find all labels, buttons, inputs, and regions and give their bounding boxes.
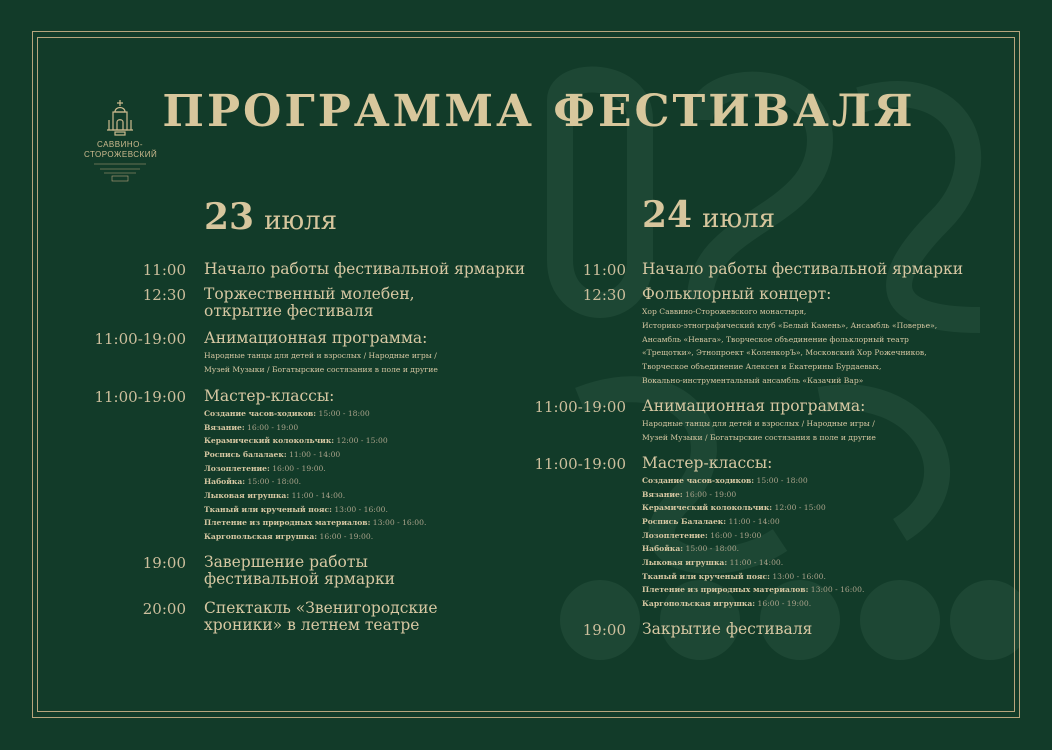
workshop-name: Роспись балалаек:: [204, 449, 287, 459]
workshop-name: Роспись Балалаек:: [642, 516, 727, 526]
workshop-name: Лыковая игрушка:: [204, 490, 290, 500]
page-title: ПРОГРАММА ФЕСТИВАЛЯ: [162, 86, 916, 137]
workshop-item: [642, 529, 761, 543]
event-time: 19:00: [582, 621, 626, 639]
workshop-name: Лыковая игрушка:: [642, 557, 728, 567]
day1-month: июля: [264, 206, 337, 236]
workshop-name: Набойка:: [204, 477, 246, 487]
workshop-time: 11:00 - 14:00: [728, 516, 780, 526]
event-title: Мастер-классы:: [642, 454, 773, 472]
workshop-item: [204, 421, 298, 435]
workshop-name: Керамический колокольчик:: [642, 503, 773, 513]
workshop-time: 15:00 - 18:00.: [685, 544, 740, 554]
event-title: открытие фестиваля: [204, 302, 374, 320]
workshop-item: [642, 583, 864, 597]
logo-line1: САВВИНО-: [96, 140, 144, 149]
event-details: Творческое объединение Алексея и Екатерины Бурдаевых,: [642, 362, 882, 372]
workshop-name: Тканый или крученый пояс:: [642, 571, 770, 581]
workshop-item: [204, 475, 301, 489]
event-details: Вокально-инструментальный ансамбль «Казачий Вар»: [642, 376, 864, 385]
event-title: Мастер-классы:: [204, 387, 335, 405]
workshop-name: Лозоплетение:: [642, 530, 708, 540]
event-title: Начало работы фестивальной ярмарки: [642, 260, 964, 278]
workshop-name: Набойка:: [642, 544, 684, 554]
workshop-time: 16:00 - 19:00: [710, 530, 762, 540]
event-title: хроники» в летнем театре: [204, 616, 420, 634]
logo-emblem-icon: [90, 160, 150, 182]
workshop-item: [204, 530, 373, 544]
workshop-item: [204, 489, 345, 503]
workshop-item: [642, 542, 739, 556]
workshop-item: [642, 488, 736, 502]
workshop-name: Создание часов-ходиков:: [204, 409, 317, 418]
event-time: 11:00: [142, 261, 186, 279]
workshop-name: Керамический колокольчик:: [204, 436, 335, 446]
workshop-time: 15:00 - 18:00: [756, 476, 808, 485]
event-details: Народные танцы для детей и взрослых / Народные игры /: [204, 351, 437, 360]
event-title: Закрытие фестиваля: [642, 620, 813, 638]
workshop-item: [642, 556, 783, 570]
event-details: Музей Музыки / Богатырские состязания в поле и другие: [642, 432, 876, 442]
event-title: Анимационная программа:: [204, 329, 428, 347]
event-title: Спектакль «Звенигородские: [204, 599, 438, 617]
workshop-time: 11:00 - 14:00: [289, 449, 341, 459]
event-title: Фольклорный концерт:: [642, 285, 832, 303]
workshop-time: 16:00 - 19:00.: [757, 598, 812, 608]
event-details: «Трещотки», Этнопроект «КоленкорЪ», Московский Хор Рожечников,: [642, 348, 927, 358]
workshop-time: 13:00 - 16:00.: [772, 571, 826, 581]
workshop-item: [642, 597, 811, 611]
event-time: 12:30: [142, 286, 186, 304]
workshop-time: 11:00 - 14:00.: [291, 490, 346, 500]
event-title: Анимационная программа:: [642, 397, 866, 415]
workshop-item: [204, 462, 326, 476]
workshop-time: 11:00 - 14:00.: [729, 557, 784, 567]
day1-heading: [204, 196, 337, 238]
event-time: 11:00: [582, 261, 626, 279]
event-details: Хор Саввино-Сторожевского монастыря,: [642, 307, 807, 316]
workshop-time: 15:00 - 18:00: [318, 409, 370, 418]
workshop-time: 15:00 - 18:00.: [247, 477, 302, 487]
event-details: Ансамбль «Невага», Творческое объединение фольклорный театр: [642, 334, 909, 344]
workshop-name: Вязание:: [204, 422, 245, 432]
event-details: Народные танцы для детей и взрослых / Народные игры /: [642, 419, 875, 428]
workshop-item: [642, 570, 826, 584]
workshop-item: [204, 407, 370, 421]
event-time: 11:00-19:00: [534, 455, 626, 473]
logo-line2: СТОРОЖЕВСКИЙ: [84, 150, 158, 159]
workshop-item: [642, 501, 826, 515]
event-time: 20:00: [142, 600, 186, 618]
workshop-time: 12:00 - 15:00: [774, 503, 826, 513]
event-title: Торжественный молебен,: [204, 285, 415, 303]
event-time: 19:00: [142, 554, 186, 572]
event-details: Музей Музыки / Богатырские состязания в поле и другие: [204, 364, 438, 374]
workshop-time: 16:00 - 19:00.: [319, 531, 374, 541]
workshop-name: Лозоплетение:: [204, 463, 270, 473]
workshop-name: Каргопольская игрушка:: [642, 598, 756, 608]
workshop-item: [642, 515, 780, 529]
event-time: 11:00-19:00: [534, 398, 626, 416]
event-title: Завершение работы: [204, 553, 368, 571]
workshop-time: 13:00 - 16:00.: [810, 585, 865, 595]
workshop-name: Тканый или крученый пояс:: [204, 504, 332, 514]
workshop-name: Каргопольская игрушка:: [204, 531, 318, 541]
event-time: 12:30: [582, 286, 626, 304]
workshop-item: [204, 434, 388, 448]
workshop-time: 13:00 - 16:00.: [334, 504, 388, 514]
event-title: Начало работы фестивальной ярмарки: [204, 260, 526, 278]
workshop-name: Создание часов-ходиков:: [642, 476, 755, 485]
event-details: Историко-этнографический клуб «Белый Камень», Ансамбль «Поверье»,: [642, 320, 938, 330]
workshop-item: [642, 474, 808, 488]
event-title: фестивальной ярмарки: [204, 570, 396, 588]
workshop-item: [204, 516, 426, 530]
workshop-time: 16:00 - 19:00: [247, 422, 299, 432]
day2-heading: [642, 194, 775, 236]
day1-number: 23: [204, 196, 255, 238]
event-time: 11:00-19:00: [94, 388, 186, 406]
workshop-time: 13:00 - 16:00.: [372, 518, 427, 528]
workshop-item: [204, 448, 340, 462]
workshop-time: 16:00 - 19:00: [685, 489, 737, 499]
workshop-item: [204, 503, 388, 517]
workshop-time: 12:00 - 15:00: [336, 436, 388, 446]
workshop-name: Плетение из природных материалов:: [204, 518, 371, 528]
event-time: 11:00-19:00: [94, 330, 186, 348]
workshop-name: Вязание:: [642, 489, 683, 499]
day2-month: июля: [702, 204, 775, 234]
workshop-name: Плетение из природных материалов:: [642, 585, 809, 595]
workshop-time: 16:00 - 19:00.: [272, 463, 326, 473]
day2-number: 24: [642, 194, 693, 236]
